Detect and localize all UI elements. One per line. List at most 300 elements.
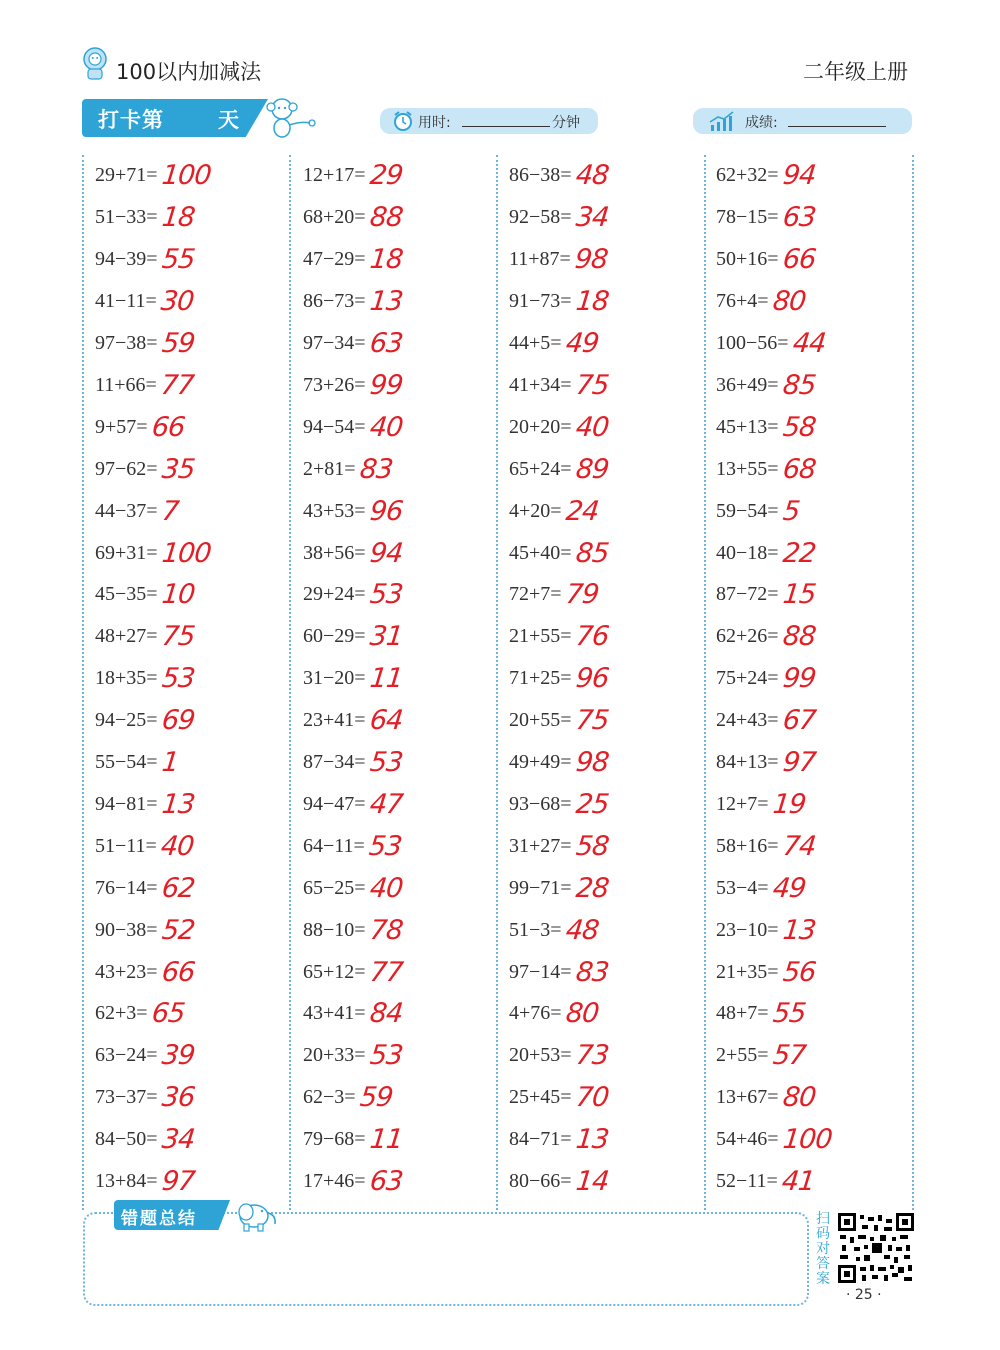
scan-answer-label: 扫码对答案 [816,1211,830,1287]
equation: 53−4= [716,876,769,899]
problem-row [95,658,194,700]
handwritten-answer[interactable]: 98 [573,747,610,779]
equation: 54+46= [716,1128,779,1151]
equation: 43+23= [95,960,158,983]
problem-row [95,951,194,993]
problem-row [716,406,815,448]
problem-row [716,784,805,826]
handwritten-answer[interactable]: 13 [573,1124,610,1156]
handwritten-answer[interactable]: 55 [770,998,807,1030]
equation: 99−71= [509,876,572,899]
equation: 21+55= [509,625,572,648]
handwritten-answer[interactable]: 100 [159,537,212,569]
equation: 58+16= [716,834,779,857]
equation: 78−15= [716,206,779,229]
handwritten-answer[interactable]: 36 [159,1082,196,1114]
handwritten-answer[interactable]: 80 [770,286,807,318]
handwritten-answer[interactable]: 78 [367,914,404,946]
problem-row [509,532,608,574]
equation: 65+12= [303,960,366,983]
equation: 38+56= [303,541,366,564]
handwritten-answer[interactable]: 98 [573,244,609,276]
equation: 17+46= [303,1170,366,1193]
equation: 11+87= [509,248,571,271]
handwritten-answer[interactable]: 62 [159,872,196,904]
equation: 97−14= [509,960,572,983]
equation: 65+24= [509,457,572,480]
equation: 73−37= [95,1086,158,1109]
problem-row [509,448,608,490]
checkin-label: 打卡第 [98,108,164,132]
handwritten-answer[interactable]: 49 [563,328,600,360]
equation: 59−54= [716,499,779,522]
equation: 31+27= [509,834,572,857]
handwritten-answer[interactable]: 66 [780,244,817,276]
equation: 91−73= [509,290,572,313]
equation: 76+4= [716,290,769,313]
equation: 41+34= [509,373,572,396]
equation: 75+24= [716,667,779,690]
handwritten-answer[interactable]: 15 [780,579,817,611]
problem-row [509,742,608,784]
problem-row [303,155,402,197]
time-unit: 分钟 [552,115,580,131]
equation: 84−71= [509,1128,572,1151]
handwritten-answer[interactable]: 97 [780,747,817,779]
handwritten-answer[interactable]: 14 [573,1166,610,1198]
handwritten-answer[interactable]: 35 [159,453,196,485]
problem-row [509,867,608,909]
problem-row [95,784,194,826]
handwritten-answer[interactable]: 41 [780,1166,816,1198]
problem-row [509,1119,608,1161]
problem-row [716,239,815,281]
problem-row [303,700,402,742]
problem-row [95,365,193,407]
handwritten-answer[interactable]: 7 [159,495,180,527]
problem-row [95,616,194,658]
equation: 94−25= [95,709,158,732]
problem-row [509,909,598,951]
elephant-icon [230,1196,280,1232]
problem-row [303,658,402,700]
problem-row [509,239,607,281]
equation: 43+53= [303,499,366,522]
equation: 62+26= [716,625,779,648]
equation: 88−10= [303,918,366,941]
handwritten-answer[interactable]: 28 [573,872,610,904]
handwritten-answer[interactable]: 47 [367,788,404,820]
equation: 52−11= [716,1170,778,1193]
score-label: 成绩: [745,115,778,131]
problem-row [303,490,402,532]
problem-row [509,1077,608,1119]
handwritten-answer[interactable]: 11 [367,663,404,695]
handwritten-answer[interactable]: 40 [367,411,404,443]
equation: 90−38= [95,918,158,941]
problem-row [716,1035,805,1077]
equation: 64−11= [303,834,365,857]
equation: 45−35= [95,583,158,606]
equation: 13+67= [716,1086,779,1109]
equation: 13+84= [95,1170,158,1193]
equation: 20+33= [303,1044,366,1067]
equation: 2+55= [716,1044,769,1067]
problem-row [509,365,608,407]
equation: 23−10= [716,918,779,941]
handwritten-answer[interactable]: 77 [159,369,195,401]
handwritten-answer[interactable]: 66 [149,411,186,443]
handwritten-answer[interactable]: 13 [780,914,817,946]
problem-row [716,155,815,197]
handwritten-answer[interactable]: 53 [159,663,196,695]
equation: 63−24= [95,1044,158,1067]
problem-row [716,700,815,742]
equation: 79−68= [303,1128,366,1151]
equation: 48+27= [95,625,158,648]
equation: 23+41= [303,709,366,732]
handwritten-answer[interactable]: 94 [780,160,817,192]
handwritten-answer[interactable]: 13 [159,788,196,820]
problem-row [716,490,799,532]
problem-row [95,1119,194,1161]
equation: 65−25= [303,876,366,899]
equation: 71+25= [509,667,572,690]
equation: 100−56= [716,332,789,355]
equation: 45+40= [509,541,572,564]
handwritten-answer[interactable]: 74 [780,830,817,862]
equation: 18+35= [95,667,158,690]
handwritten-answer[interactable]: 18 [367,244,404,276]
handwritten-answer[interactable]: 18 [159,202,196,234]
problem-row [716,532,815,574]
equation: 4+76= [509,1002,562,1025]
column-divider [704,155,706,1210]
handwritten-answer[interactable]: 75 [573,369,610,401]
problem-row [509,1161,608,1203]
handwritten-answer[interactable]: 64 [367,705,404,737]
handwritten-answer[interactable]: 58 [780,411,817,443]
equation: 68+20= [303,206,366,229]
equation: 60−29= [303,625,366,648]
problem-row [303,281,402,323]
handwritten-answer[interactable]: 68 [780,453,817,485]
handwritten-answer[interactable]: 96 [573,663,610,695]
handwritten-answer[interactable]: 77 [367,956,404,988]
problem-row [303,574,402,616]
equation: 12+17= [303,164,366,187]
handwritten-answer[interactable]: 22 [780,537,817,569]
equation: 51−33= [95,206,158,229]
handwritten-answer[interactable]: 52 [159,914,196,946]
equation: 29+24= [303,583,366,606]
handwritten-answer[interactable]: 100 [780,1124,833,1156]
handwritten-answer[interactable]: 83 [573,956,610,988]
problem-row [716,1077,815,1119]
page-number: · 25 · [846,1287,882,1303]
problem-row [303,1035,402,1077]
handwritten-answer[interactable]: 18 [573,286,610,318]
handwritten-answer[interactable]: 48 [573,160,610,192]
problem-row [95,490,178,532]
equation: 13+55= [716,457,779,480]
problem-row [509,490,598,532]
problem-row [95,323,194,365]
problem-row [716,616,815,658]
handwritten-answer[interactable]: 34 [573,202,610,234]
equation: 84−50= [95,1128,158,1151]
problem-row [303,742,402,784]
column-divider [289,155,291,1210]
handwritten-answer[interactable]: 44 [790,328,827,360]
handwritten-answer[interactable]: 85 [780,369,817,401]
problem-row [716,1161,814,1203]
handwritten-answer[interactable]: 10 [159,579,196,611]
handwritten-answer[interactable]: 79 [563,579,600,611]
handwritten-answer[interactable]: 53 [367,830,403,862]
handwritten-answer[interactable]: 73 [573,1040,610,1072]
problem-row [509,323,598,365]
handwritten-answer[interactable]: 40 [159,830,195,862]
problem-row [303,616,402,658]
time-blank[interactable] [462,112,550,132]
problem-row [509,951,608,993]
equation: 92−58= [509,206,572,229]
handwritten-answer[interactable]: 94 [367,537,404,569]
book-title: 100以内加减法 [116,60,262,84]
equation: 9+57= [95,415,148,438]
handwritten-answer[interactable]: 56 [780,956,817,988]
handwritten-answer[interactable]: 99 [780,663,817,695]
equation: 2+81= [303,457,356,480]
handwritten-answer[interactable]: 53 [367,579,404,611]
problem-row [303,1077,392,1119]
handwritten-answer[interactable]: 66 [159,956,196,988]
handwritten-answer[interactable]: 63 [367,1166,404,1198]
handwritten-answer[interactable]: 97 [159,1166,196,1198]
equation: 80−66= [509,1170,572,1193]
problem-row [303,1161,402,1203]
handwritten-answer[interactable]: 5 [780,495,801,527]
handwritten-answer[interactable]: 76 [573,621,610,653]
handwritten-answer[interactable]: 89 [573,453,610,485]
handwritten-answer[interactable]: 59 [357,1082,394,1114]
equation: 62−3= [303,1086,356,1109]
handwritten-answer[interactable]: 75 [573,705,610,737]
handwritten-answer[interactable]: 39 [159,1040,196,1072]
monkey-icon [262,95,318,141]
problem-row [303,993,402,1035]
problem-row [509,406,608,448]
equation: 20+53= [509,1044,572,1067]
equation: 87−72= [716,583,779,606]
handwritten-answer[interactable]: 40 [367,872,404,904]
equation: 94−47= [303,792,366,815]
equation: 29+71= [95,164,158,187]
handwritten-answer[interactable]: 84 [367,998,404,1030]
equation: 73+26= [303,373,366,396]
equation: 24+43= [716,709,779,732]
problem-row [95,155,210,197]
time-label: 用时: [418,115,451,131]
equation: 72+7= [509,583,562,606]
equation: 86−38= [509,164,572,187]
equation: 50+16= [716,248,779,271]
problem-row [716,909,815,951]
problem-row [95,1161,194,1203]
equation: 49+49= [509,751,572,774]
problem-row [716,323,825,365]
problem-row [95,239,194,281]
handwritten-answer[interactable]: 88 [780,621,817,653]
equation: 86−73= [303,290,366,313]
equation: 41−11= [95,290,157,313]
handwritten-answer[interactable]: 30 [159,286,195,318]
grade-label: 二年级上册 [803,60,908,84]
equation: 62+32= [716,164,779,187]
handwritten-answer[interactable]: 67 [780,705,817,737]
equation: 43+41= [303,1002,366,1025]
handwritten-answer[interactable]: 59 [159,328,196,360]
problem-row [716,197,815,239]
lion-logo-icon [80,46,110,80]
equation: 12+7= [716,792,769,815]
handwritten-answer[interactable]: 53 [367,747,404,779]
handwritten-answer[interactable]: 25 [573,788,610,820]
equation: 51−11= [95,834,157,857]
problem-row [716,574,815,616]
problem-row [509,825,608,867]
handwritten-answer[interactable]: 63 [367,328,404,360]
problem-row [303,365,402,407]
mistake-summary-label: 错题总结 [121,1209,197,1229]
handwritten-answer[interactable]: 70 [573,1082,610,1114]
problem-row [509,1035,608,1077]
equation: 4+20= [509,499,562,522]
equation: 25+45= [509,1086,572,1109]
equation: 62+3= [95,1002,148,1025]
problem-row [95,993,184,1035]
handwritten-answer[interactable]: 96 [367,495,404,527]
chart-icon [708,110,736,132]
equation: 36+49= [716,373,779,396]
equation: 44+5= [509,332,562,355]
handwritten-answer[interactable]: 100 [159,160,212,192]
equation: 97−34= [303,332,366,355]
handwritten-answer[interactable]: 99 [367,369,404,401]
handwritten-answer[interactable]: 83 [357,453,394,485]
handwritten-answer[interactable]: 49 [770,872,807,904]
handwritten-answer[interactable]: 55 [159,244,196,276]
handwritten-answer[interactable]: 88 [367,202,404,234]
checkin-day-label: 天 [218,108,239,132]
problem-row [509,658,608,700]
handwritten-answer[interactable]: 80 [563,998,600,1030]
problem-row [95,1077,194,1119]
equation: 44−37= [95,499,158,522]
handwritten-answer[interactable]: 1 [159,747,180,779]
handwritten-answer[interactable]: 19 [770,788,807,820]
problem-row [303,1119,402,1161]
problem-row [303,951,402,993]
handwritten-answer[interactable]: 13 [367,286,404,318]
equation: 93−68= [509,792,572,815]
problem-row [509,993,598,1035]
handwritten-answer[interactable]: 34 [159,1124,196,1156]
problem-row [303,784,402,826]
equation: 94−39= [95,248,158,271]
problem-row [95,700,194,742]
problem-row [95,909,194,951]
problem-row [95,281,193,323]
problem-row [303,825,401,867]
equation: 51−3= [509,918,562,941]
problem-row [303,239,402,281]
problem-row [95,574,194,616]
problem-row [303,323,402,365]
problem-row [716,448,815,490]
equation: 45+13= [716,415,779,438]
handwritten-answer[interactable]: 65 [149,998,186,1030]
handwritten-answer[interactable]: 29 [367,160,404,192]
equation: 47−29= [303,248,366,271]
problem-row [95,448,194,490]
handwritten-answer[interactable]: 58 [573,830,610,862]
qr-code[interactable] [838,1213,914,1283]
handwritten-answer[interactable]: 53 [367,1040,404,1072]
equation: 69+31= [95,541,158,564]
problem-row [303,406,402,448]
problem-row [303,532,402,574]
problem-row [716,365,815,407]
problem-row [95,825,193,867]
column-divider [496,155,498,1210]
equation: 84+13= [716,751,779,774]
equation: 76−14= [95,876,158,899]
problem-row [509,197,608,239]
problem-row [303,867,402,909]
problem-row [95,532,210,574]
handwritten-answer[interactable]: 11 [367,1124,404,1156]
handwritten-answer[interactable]: 24 [563,495,600,527]
problem-row [95,406,184,448]
handwritten-answer[interactable]: 31 [367,621,404,653]
handwritten-answer[interactable]: 48 [563,914,600,946]
equation: 94−54= [303,415,366,438]
problem-row [303,448,392,490]
problem-row [95,867,194,909]
problem-row [716,867,805,909]
equation: 97−62= [95,457,158,480]
handwritten-answer[interactable]: 57 [770,1040,807,1072]
column-divider [912,155,914,1210]
problem-row [303,197,402,239]
handwritten-answer[interactable]: 40 [573,411,610,443]
handwritten-answer[interactable]: 75 [159,621,196,653]
problem-row [509,281,608,323]
score-blank[interactable] [788,112,886,132]
equation: 31−20= [303,667,366,690]
problem-row [509,616,608,658]
handwritten-answer[interactable]: 85 [573,537,610,569]
problem-row [716,658,815,700]
handwritten-answer[interactable]: 69 [159,705,196,737]
equation: 40−18= [716,541,779,564]
handwritten-answer[interactable]: 63 [780,202,817,234]
handwritten-answer[interactable]: 80 [780,1082,817,1114]
problem-row [716,281,805,323]
problem-row [509,700,608,742]
